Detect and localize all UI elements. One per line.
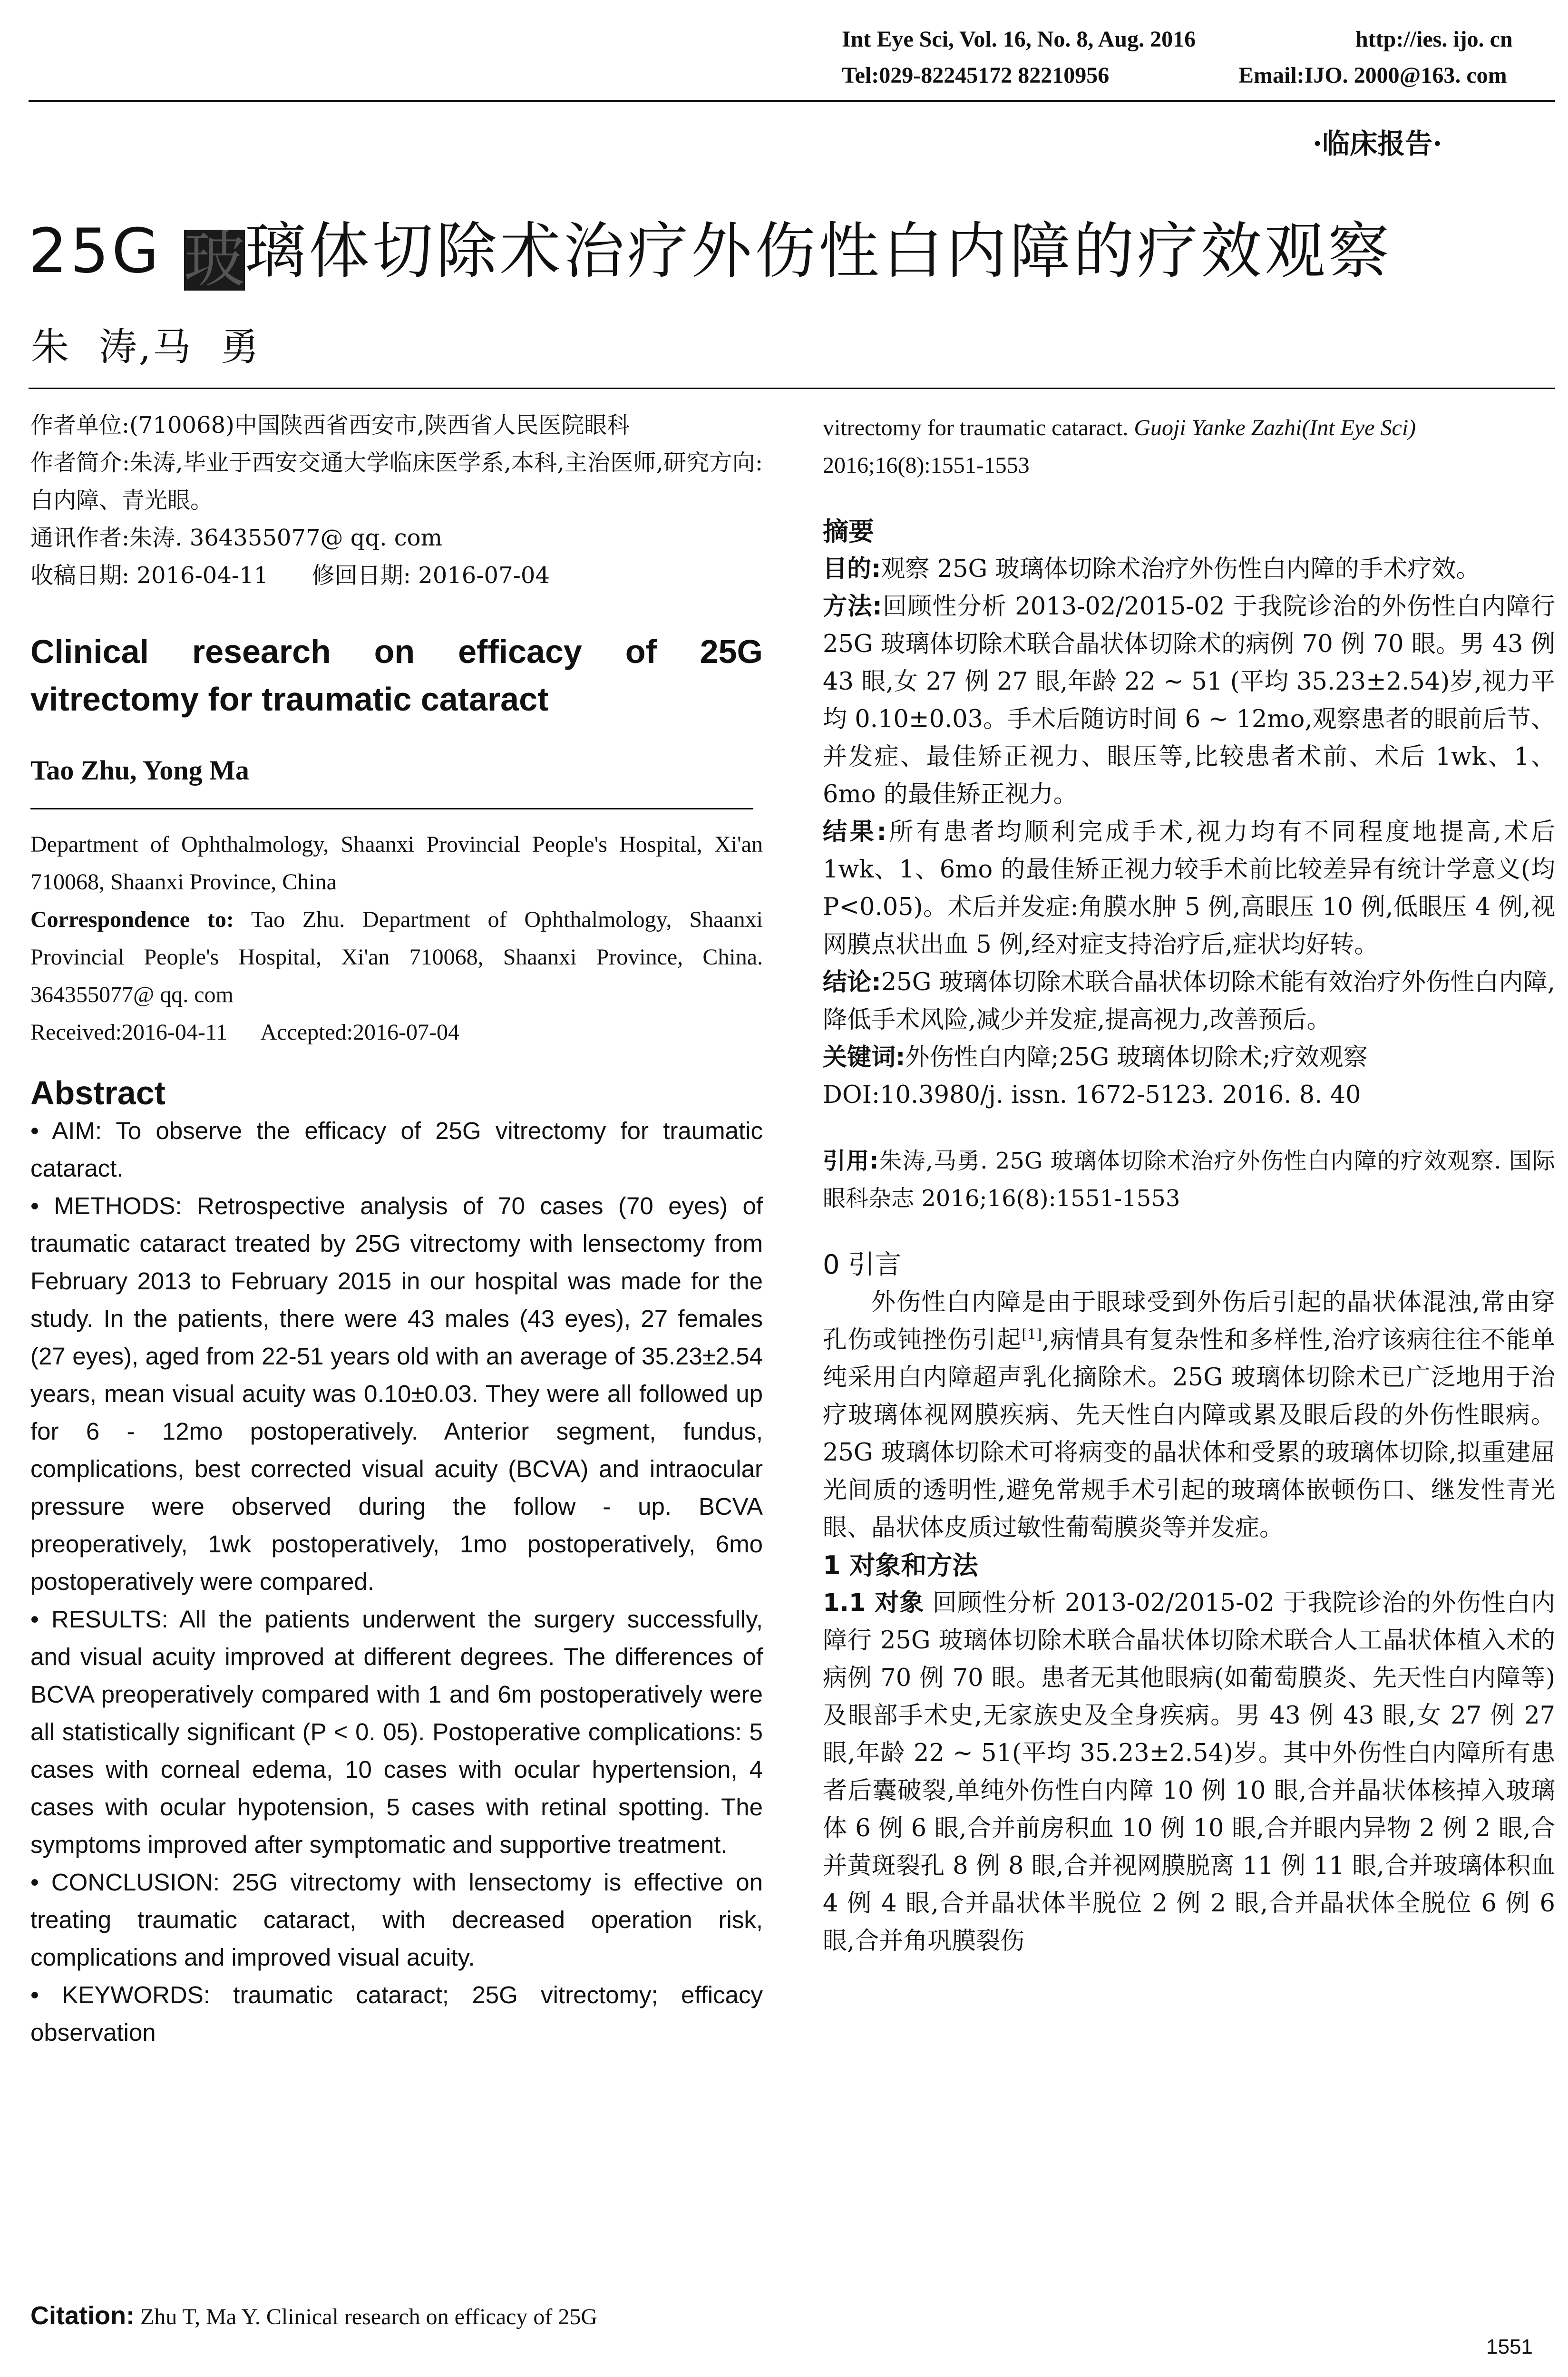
cn-keywords-text: 外伤性白内障;25G 玻璃体切除术;疗效观察 bbox=[905, 1043, 1368, 1072]
correspondence-label: Correspondence to: bbox=[30, 907, 234, 932]
cn-citation bbox=[823, 1142, 1555, 1218]
subjects-text: 回顾性分析 2013-02/2015-02 于我院诊治的外伤性白内障行 25G 玻璃体切除术联合晶状体切除术联合人工晶状体植入术的病例 70 例 70 眼。患者无其他眼病(如葡萄膜炎、先天性白内障等)及眼部手术史,无家族史及全身疾病。男 43 例 43 眼,女 27 例 27 眼,年龄 22 ~ 51(平均 35.23±2.54)岁。其中外伤性白内障所有患者后囊破裂,单纯外伤性白内障 10 例 10 眼,合并晶状体核掉入玻璃体 6 例 6 眼,合并前房积血 10 例 10 眼,合并眼内异物 2 例 2 眼,合并黄斑裂孔 8 例 8 眼,合并视网膜脱离 11 例 11 眼,合并玻璃体积血 4 例 4 眼,合并晶状体半脱位 2 例 2 眼,合并晶状体全脱位 6 例 6 眼,合并角巩膜裂伤 bbox=[823, 1589, 1555, 1955]
citation-en bbox=[30, 2297, 763, 2336]
header-rule bbox=[29, 100, 1555, 102]
reference-1[interactable]: [1] bbox=[1022, 1326, 1042, 1343]
correspondence-text: Tao Zhu. Department of Ophthalmology, Shaanxi Provincial People's Hospital, Xi'an 710068, Shaanxi Province, China. 364355077@ qq. com bbox=[30, 907, 763, 1007]
received-dates: Received:2016-04-11 Accepted:2016-07-04 bbox=[30, 1020, 459, 1045]
citation-right-2: 2016;16(8):1551-1553 bbox=[823, 453, 1030, 478]
intro-heading: 0 引言 bbox=[823, 1249, 902, 1280]
cn-abstract-conclusion bbox=[823, 964, 1555, 1039]
title-cn-prefix: 25G bbox=[29, 216, 184, 287]
cn-results-label: 结果: bbox=[823, 818, 886, 846]
intro-paragraph bbox=[823, 1284, 1555, 1547]
cn-abstract-aim bbox=[823, 550, 1555, 588]
methods-heading: 1 对象和方法 bbox=[823, 1550, 978, 1580]
title-cn-rest: 璃体切除术治疗外伤性白内障的疗效观察 bbox=[244, 216, 1392, 287]
affiliation-rule bbox=[30, 808, 753, 809]
redacted-char: 玻 bbox=[184, 224, 248, 295]
title-rule bbox=[29, 388, 1555, 389]
citation-continued bbox=[823, 409, 1555, 484]
subjects-label: 1.1 对象 bbox=[823, 1589, 925, 1617]
cn-abstract-results bbox=[823, 813, 1555, 964]
authors-en: Tao Zhu, Yong Ma bbox=[30, 755, 249, 786]
cn-abstract-methods bbox=[823, 588, 1555, 813]
citation-journal: Guoji Yanke Zazhi(Int Eye Sci) bbox=[1134, 415, 1416, 440]
cn-citation-text: 朱涛,马勇. 25G 玻璃体切除术治疗外伤性白内障的疗效观察. 国际眼科杂志 2016;16(8):1551-1553 bbox=[823, 1148, 1555, 1212]
cn-citation-label: 引用: bbox=[823, 1148, 879, 1174]
correspondence-en bbox=[30, 901, 763, 1013]
abstract-heading: Abstract bbox=[30, 1074, 166, 1111]
abstract-results: • RESULTS: All the patients underwent the surgery successfully, and visual acuity improved at different degrees. The differences of BCVA preoperatively compared with 1 and 6m postoperatively were all statistically significant (P < 0. 05). Postoperative complications: 5 cases with corneal edema, 10 cases with ocular hypertension, 4 cases with ocular hypotension, 5 cases with retinal spotting. The symptoms improved after symptomatic and supportive treatment. bbox=[30, 1606, 763, 1858]
intro-text-2: ,病情具有复杂性和多样性,治疗该病往往不能单纯采用白内障超声乳化摘除术。25G 玻璃体切除术已广泛地用于治疗玻璃体视网膜疾病、先天性白内障或累及眼后段的外伤性眼病。25G 玻璃体切除术可将病变的晶状体和受累的玻璃体切除,拟重建屈光间质的透明性,避免常规手术引起的玻璃体嵌顿伤口、继发性青光眼、晶状体皮质过敏性葡萄膜炎等并发症。 bbox=[823, 1326, 1555, 1542]
right-column bbox=[823, 409, 1555, 1960]
author-affiliation-cn: 作者单位:(710068)中国陕西省西安市,陕西省人民医院眼科 bbox=[30, 412, 630, 438]
journal-email[interactable]: Email:IJO. 2000@163. com bbox=[1238, 63, 1507, 88]
intro-text-1: 外伤性白内障是由于眼球受到外伤后引起的晶状体混浊,常由穿孔伤或钝挫伤引起 bbox=[823, 1288, 1555, 1354]
affiliation-en: Department of Ophthalmology, Shaanxi Provincial People's Hospital, Xi'an 710068, Shaanxi Province, China bbox=[30, 832, 763, 895]
cn-conclusion-text: 25G 玻璃体切除术联合晶状体切除术能有效治疗外伤性白内障,降低手术风险,减少并发症,提高视力,改善预后。 bbox=[823, 968, 1556, 1034]
authors-cn: 朱 涛,马 勇 bbox=[31, 325, 261, 369]
citation-left-text: Zhu T, Ma Y. Clinical research on efficacy of 25G bbox=[134, 2304, 597, 2329]
cn-methods-label: 方法: bbox=[823, 593, 882, 621]
section-tag: ·临床报告· bbox=[1313, 127, 1442, 160]
abstract-conclusion: • CONCLUSION: 25G vitrectomy with lensectomy is effective on treating traumatic cataract, with decreased operation risk, complications and improved visual acuity. bbox=[30, 1869, 763, 1971]
title-en: Clinical research on efficacy of 25G vitrectomy for traumatic cataract bbox=[30, 633, 763, 718]
abstract-methods: • METHODS: Retrospective analysis of 70 cases (70 eyes) of traumatic cataract treated by 25G vitrectomy with lensectomy from February 2013 to February 2015 in our hospital was made for the study. In the patients, there were 43 males (43 eyes), 27 females (27 eyes), aged from 22-51 years old with an average of 35.23±2.54 years, mean visual acuity was 0.10±0.03. They were all followed up for 6 - 12mo postoperatively. Anterior segment, fundus, complications, best corrected visual acuity (BCVA) and intraocular pressure were observed during the follow - up. BCVA preoperatively, 1wk postoperatively, 1mo postoperatively, 6mo postoperatively were compared. bbox=[30, 1192, 763, 1595]
cn-aim-label: 目的: bbox=[823, 555, 881, 583]
cn-abstract-heading: 摘要 bbox=[823, 516, 874, 546]
abstract-aim: • AIM: To observe the efficacy of 25G vitrectomy for traumatic cataract. bbox=[30, 1117, 763, 1182]
cn-results-text: 所有患者均顺利完成手术,视力均有不同程度地提高,术后 1wk、1、6mo 的最佳矫正视力较手术前比较差异有统计学意义(均 P<0.05)。术后并发症:角膜水肿 5 例,高眼压 10 例,低眼压 4 例,视网膜点状出血 5 例,经对症支持治疗后,症状均好转。 bbox=[823, 818, 1555, 959]
subjects-paragraph bbox=[823, 1584, 1555, 1960]
correspondence-cn: 通讯作者:朱涛. 364355077@ qq. com bbox=[30, 525, 443, 551]
citation-right-1: vitrectomy for traumatic cataract. bbox=[823, 415, 1134, 440]
cn-keywords-label: 关键词: bbox=[823, 1043, 906, 1072]
journal-url[interactable]: http://ies. ijo. cn bbox=[1355, 27, 1513, 52]
citation-label: Citation: bbox=[30, 2301, 135, 2330]
doi[interactable]: DOI:10.3980/j. issn. 1672-5123. 2016. 8. 40 bbox=[823, 1081, 1361, 1109]
abstract-keywords: • KEYWORDS: traumatic cataract; 25G vitrectomy; efficacy observation bbox=[30, 1981, 763, 2046]
title-cn bbox=[29, 202, 1392, 295]
journal-tel: Tel:029-82245172 82210956 bbox=[842, 63, 1110, 88]
journal-info: Int Eye Sci, Vol. 16, No. 8, Aug. 2016 bbox=[842, 27, 1196, 52]
cn-conclusion-label: 结论: bbox=[823, 968, 881, 996]
left-column bbox=[30, 407, 763, 2051]
cn-keywords bbox=[823, 1039, 1555, 1076]
cn-aim-text: 观察 25G 玻璃体切除术治疗外伤性白内障的手术疗效。 bbox=[881, 555, 1480, 583]
cn-methods-text: 回顾性分析 2013-02/2015-02 于我院诊治的外伤性白内障行 25G 玻璃体切除术联合晶状体切除术的病例 70 例 70 眼。男 43 例 43 眼,女 27 例 27 眼,年龄 22 ~ 51 (平均 35.23±2.54)岁,视力平均 0.10±0.03。手术后随访时间 6 ~ 12mo,观察患者的眼前后节、并发症、最佳矫正视力、眼压等,比较患者术前、术后 1wk、1、6mo 的最佳矫正视力。 bbox=[823, 593, 1555, 809]
page-number: 1551 bbox=[1486, 2335, 1533, 2358]
author-bio-cn: 作者简介:朱涛,毕业于西安交通大学临床医学系,本科,主治医师,研究方向:白内障、青光眼。 bbox=[30, 449, 763, 514]
dates-cn: 收稿日期: 2016-04-11 修回日期: 2016-07-04 bbox=[30, 562, 550, 589]
